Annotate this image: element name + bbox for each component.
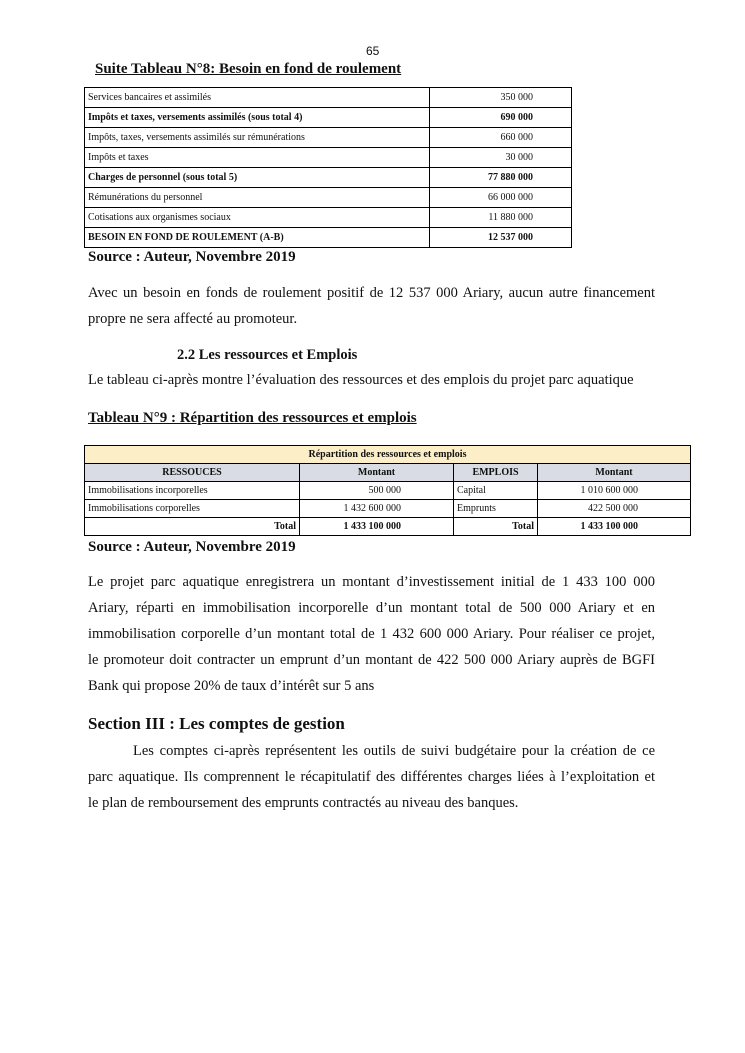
row-value: 66 000 000 <box>430 188 572 208</box>
table-row <box>85 208 572 228</box>
paragraph-line: immobilisation corporelle d’un montant total de 1 432 600 000 Ariary. Pour réaliser ce projet, <box>88 626 655 642</box>
table-row <box>85 168 572 188</box>
table-row <box>85 482 691 500</box>
row-value: 690 000 <box>430 108 572 128</box>
cell: 1 433 100 000 <box>538 518 691 536</box>
paragraph-line: Ariary, réparti en immobilisation incorporelle d’un montant total de 500 000 Ariary et en <box>88 600 655 616</box>
paragraph-line: Les comptes ci-après représentent les outils de suivi budgétaire pour la création de ce <box>133 743 655 759</box>
cell: 1 010 600 000 <box>538 482 691 500</box>
paragraph-line: parc aquatique. Ils comprennent le récapitulatif des différentes charges liées à l’exploitation et <box>88 769 655 785</box>
table-row <box>85 188 572 208</box>
cell: 1 433 100 000 <box>300 518 454 536</box>
table-row <box>85 88 572 108</box>
table-row <box>85 228 572 248</box>
subheading: 2.2 Les ressources et Emplois <box>177 347 358 363</box>
row-label: Impôts et taxes <box>85 148 430 168</box>
table-row <box>85 108 572 128</box>
row-label: BESOIN EN FOND DE ROULEMENT (A-B) <box>85 228 430 248</box>
page-number: 65 <box>366 44 380 58</box>
paragraph-line: le plan de remboursement des emprunts contractés au niveau des banques. <box>88 795 519 811</box>
row-value: 11 880 000 <box>430 208 572 228</box>
cell: 422 500 000 <box>538 500 691 518</box>
paragraph: Le tableau ci-après montre l’évaluation des ressources et des emplois du projet parc aquatique <box>88 372 634 388</box>
header-montant: Montant <box>300 464 454 482</box>
row-label: Impôts et taxes, versements assimilés (sous total 4) <box>85 108 430 128</box>
table8 <box>84 87 572 248</box>
row-value: 30 000 <box>430 148 572 168</box>
total-row <box>85 518 691 536</box>
row-label: Impôts, taxes, versements assimilés sur rémunérations <box>85 128 430 148</box>
paragraph-line: le promoteur doit contracter un emprunt d’un montant de 422 500 000 Ariary auprès de BGFI <box>88 652 655 668</box>
table9-title: Tableau N°9 : Répartition des ressources et emplois <box>88 410 417 426</box>
table-row <box>85 128 572 148</box>
row-value: 660 000 <box>430 128 572 148</box>
cell: Immobilisations corporelles <box>85 500 300 518</box>
header-ressources: RESSOUCES <box>85 464 300 482</box>
table-row <box>85 500 691 518</box>
row-value: 350 000 <box>430 88 572 108</box>
paragraph-line: Le projet parc aquatique enregistrera un montant d’investissement initial de 1 433 100 000 <box>88 574 655 590</box>
table8-title: Suite Tableau N°8: Besoin en fond de roulement <box>95 61 402 77</box>
paragraph-line: Bank qui propose 20% de taux d’intérêt sur 5 ans <box>88 678 375 694</box>
row-label: Rémunérations du personnel <box>85 188 430 208</box>
row-label: Services bancaires et assimilés <box>85 88 430 108</box>
row-label: Charges de personnel (sous total 5) <box>85 168 430 188</box>
row-value: 12 537 000 <box>430 228 572 248</box>
row-value: 77 880 000 <box>430 168 572 188</box>
cell: Immobilisations incorporelles <box>85 482 300 500</box>
cell: 1 432 600 000 <box>300 500 454 518</box>
header-emplois: EMPLOIS <box>454 464 538 482</box>
cell: Total <box>454 518 538 536</box>
header-montant: Montant <box>538 464 691 482</box>
paragraph-line: propre ne sera affecté au promoteur. <box>88 311 298 327</box>
table8-source: Source : Auteur, Novembre 2019 <box>88 249 296 265</box>
table9 <box>84 445 691 536</box>
table-row <box>85 148 572 168</box>
cell: Total <box>85 518 300 536</box>
paragraph-line: Avec un besoin en fonds de roulement positif de 12 537 000 Ariary, aucun autre financement <box>88 285 655 301</box>
cell: Emprunts <box>454 500 538 518</box>
row-label: Cotisations aux organismes sociaux <box>85 208 430 228</box>
cell: Capital <box>454 482 538 500</box>
table9-caption: Répartition des ressources et emplois <box>85 446 691 464</box>
table9-source: Source : Auteur, Novembre 2019 <box>88 539 296 555</box>
cell: 500 000 <box>300 482 454 500</box>
section-heading: Section III : Les comptes de gestion <box>88 714 345 733</box>
